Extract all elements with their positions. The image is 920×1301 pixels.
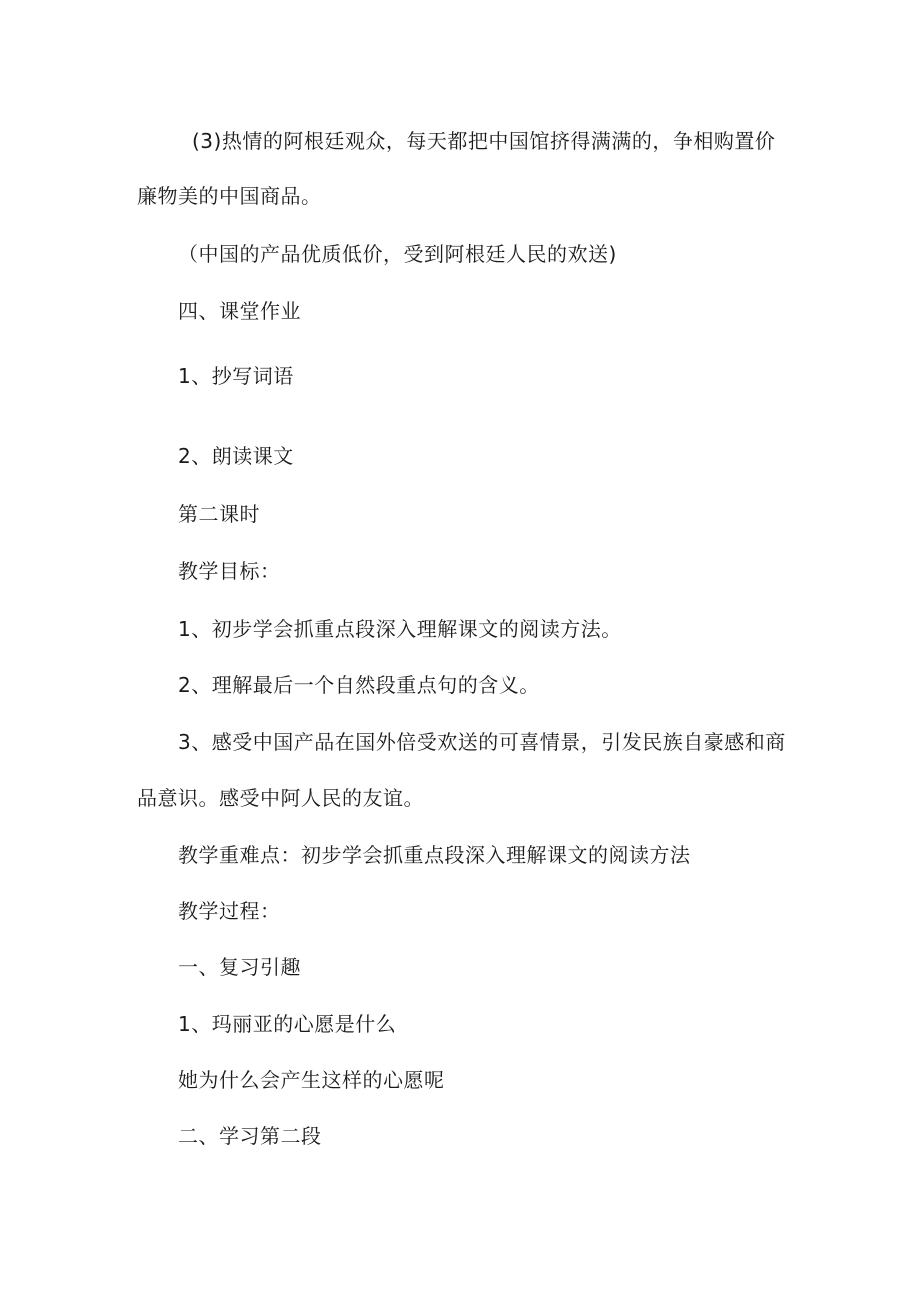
list-item: 1、初步学会抓重点段深入理解课文的阅读方法。 (178, 617, 622, 641)
paragraph-line: 廉物美的中国商品。 (137, 184, 322, 208)
section-heading: 四、课堂作业 (178, 299, 301, 323)
paragraph-line: 品意识。感受中阿人民的友谊。 (137, 786, 424, 810)
list-item: 3、感受中国产品在国外倍受欢送的可喜情景，引发民族自豪感和商 (178, 730, 786, 754)
section-heading: 一、复习引趣 (178, 955, 301, 979)
paragraph-line: (3)热情的阿根廷观众，每天都把中国馆挤得满满的，争相购置价 (192, 129, 776, 153)
list-item: 2、理解最后一个自然段重点句的含义。 (178, 673, 540, 697)
section-heading: 教学目标： (178, 559, 281, 583)
paragraph-line: 她为什么会产生这样的心愿呢 (178, 1068, 445, 1092)
list-item: 1、玛丽亚的心愿是什么 (178, 1012, 397, 1036)
paragraph-line: 教学重难点：初步学会抓重点段深入理解课文的阅读方法 (178, 843, 691, 867)
section-heading: 第二课时 (178, 502, 260, 526)
paragraph-line: （中国的产品优质低价，受到阿根廷人民的欢送) (178, 242, 617, 266)
list-item: 2、朗读课文 (178, 444, 294, 468)
section-heading: 二、学习第二段 (178, 1124, 322, 1148)
section-heading: 教学过程： (178, 899, 281, 923)
list-item: 1、抄写词语 (178, 364, 294, 388)
